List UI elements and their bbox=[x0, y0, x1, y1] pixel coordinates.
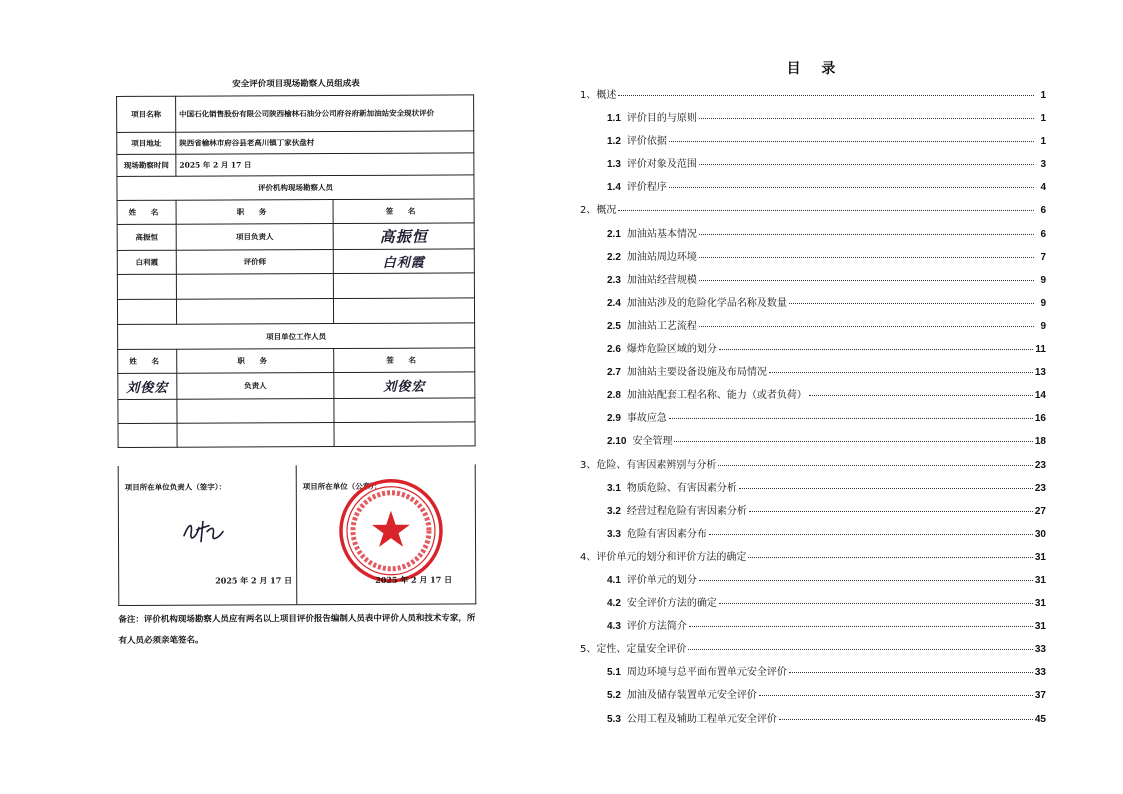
toc-entry-number: 1.4 bbox=[607, 182, 621, 194]
toc-entry[interactable] bbox=[580, 456, 1046, 479]
project-address-value: 陕西省榆林市府谷县老高川镇丁家伙盘村 bbox=[176, 131, 474, 154]
leader-signature-scrawl bbox=[181, 516, 227, 546]
table-row bbox=[118, 372, 475, 400]
toc-dot-leader bbox=[699, 325, 1034, 327]
toc-entry-title: 评价单元的划分 bbox=[626, 574, 697, 586]
toc-dot-leader bbox=[759, 694, 1033, 696]
toc-entry-number: 2.2 bbox=[607, 251, 621, 263]
toc-dot-leader bbox=[748, 556, 1033, 558]
form-remark: 备注：评价机构现场勘察人员应有两名以上项目评价报告编制人员表中评价人员和技术专家，所有人员必须亲笔签名。 bbox=[118, 613, 476, 646]
toc-dot-leader bbox=[699, 579, 1033, 581]
col-name-header: 姓 名 bbox=[118, 349, 177, 373]
toc-entry-title: 评价方法简介 bbox=[626, 621, 687, 633]
toc-entry[interactable] bbox=[580, 201, 1046, 224]
toc-entry-page: 31 bbox=[1034, 621, 1046, 633]
toc-dot-leader bbox=[618, 94, 1034, 96]
toc-entry-page: 27 bbox=[1034, 505, 1046, 517]
toc-entry-number: 2.1 bbox=[607, 228, 621, 240]
toc-entry-number: 2.6 bbox=[607, 344, 621, 356]
toc-entry[interactable] bbox=[580, 178, 1046, 201]
staff-signature bbox=[333, 249, 474, 274]
toc-dot-leader bbox=[669, 186, 1034, 188]
toc-entry-page: 31 bbox=[1034, 598, 1046, 610]
table-row bbox=[117, 223, 474, 251]
project-name-value: 中国石化销售股份有限公司陕西榆林石油分公司府谷府新加油站安全现状评价 bbox=[176, 95, 474, 132]
toc-entry[interactable] bbox=[580, 225, 1046, 248]
staff-signature bbox=[333, 223, 474, 250]
toc-entry-number: 1、 bbox=[580, 90, 597, 101]
toc-entry-title: 加油站周边环境 bbox=[626, 251, 697, 263]
staff-duty: 评价师 bbox=[176, 250, 333, 275]
toc-entry[interactable] bbox=[580, 340, 1046, 363]
toc-dot-leader bbox=[699, 233, 1034, 235]
unit-leader-date: 2025 年 2 月 17 日 bbox=[215, 575, 293, 586]
survey-time-label: 现场勘察时间 bbox=[117, 154, 176, 176]
toc-entry-page: 31 bbox=[1034, 551, 1046, 563]
signature-block bbox=[118, 464, 477, 606]
handwritten-name: 刘俊宏 bbox=[126, 380, 169, 396]
toc-entry-page: 4 bbox=[1040, 182, 1046, 194]
toc-entry-page: 13 bbox=[1034, 367, 1046, 379]
unit-seal-date: 2025 年 2 月 17 日 bbox=[375, 574, 453, 585]
toc-entry-number: 2.8 bbox=[607, 390, 621, 402]
toc-entry[interactable] bbox=[580, 409, 1046, 432]
unit-seal-label: 项目所在单位（公章）： bbox=[302, 481, 382, 492]
toc-entry-number: 5.2 bbox=[607, 690, 621, 702]
toc-entry-page: 11 bbox=[1035, 344, 1046, 356]
toc-dot-leader bbox=[699, 117, 1034, 119]
handwritten-signature: 白利霞 bbox=[382, 255, 425, 271]
toc-dot-leader bbox=[688, 648, 1033, 650]
survey-personnel-table bbox=[116, 94, 476, 448]
toc-entry-title: 危险、有害因素辨别与分析 bbox=[596, 459, 717, 471]
toc-entry[interactable] bbox=[580, 109, 1046, 132]
survey-form-page bbox=[112, 76, 483, 678]
unit-leader-label: 项目所在单位负责人（签字）： bbox=[124, 482, 227, 492]
toc-entry[interactable] bbox=[580, 571, 1046, 594]
staff-signature bbox=[334, 372, 475, 399]
toc-entry-number: 2、 bbox=[580, 205, 597, 217]
handwritten-signature: 高振恒 bbox=[379, 227, 428, 246]
toc-entry-title: 评价目的与原则 bbox=[626, 113, 697, 125]
toc-entry[interactable] bbox=[580, 432, 1046, 455]
toc-dot-leader bbox=[809, 394, 1033, 396]
toc-entry[interactable] bbox=[580, 363, 1046, 386]
toc-entry[interactable] bbox=[580, 710, 1046, 733]
toc-entry-page: 1 bbox=[1040, 113, 1046, 125]
toc-entry-page: 37 bbox=[1034, 690, 1046, 702]
toc-entry-title: 加油站工艺流程 bbox=[626, 320, 697, 332]
toc-entry[interactable] bbox=[580, 86, 1046, 109]
toc-entry-title: 加油站经营规模 bbox=[626, 274, 697, 286]
table-row bbox=[117, 249, 474, 275]
toc-dot-leader bbox=[689, 625, 1033, 627]
col-name-header: 姓 名 bbox=[117, 200, 176, 224]
toc-entry-number: 3、 bbox=[580, 459, 597, 471]
toc-dot-leader bbox=[719, 348, 1034, 350]
toc-entry-page: 18 bbox=[1034, 436, 1046, 448]
toc-entry-title: 安全评价方法的确定 bbox=[626, 598, 717, 610]
toc-dot-leader bbox=[718, 464, 1033, 466]
toc-entry-page: 33 bbox=[1034, 667, 1046, 679]
toc-dot-leader bbox=[789, 671, 1033, 673]
toc-dot-leader bbox=[739, 487, 1033, 489]
toc-entry-page: 9 bbox=[1040, 297, 1046, 309]
toc-entry-title: 事故应急 bbox=[626, 413, 667, 425]
toc-entry-title: 评价单元的划分和评价方法的确定 bbox=[596, 551, 747, 563]
toc-entry-number: 1.2 bbox=[607, 136, 621, 148]
toc-dot-leader bbox=[719, 602, 1033, 604]
toc-dot-leader bbox=[779, 718, 1033, 720]
toc-entry[interactable] bbox=[580, 548, 1046, 571]
staff-duty: 负责人 bbox=[177, 373, 334, 400]
toc-entry[interactable] bbox=[580, 594, 1046, 617]
toc-entry-title: 安全管理 bbox=[632, 436, 673, 448]
toc-entry[interactable] bbox=[580, 663, 1046, 686]
toc-entry-page: 9 bbox=[1040, 274, 1046, 286]
toc-entry-title: 评价对象及范围 bbox=[626, 159, 697, 171]
toc-entry-page: 1 bbox=[1040, 136, 1046, 148]
table-row-empty bbox=[117, 298, 474, 325]
toc-entry-number: 5.1 bbox=[607, 667, 621, 679]
toc-entry-number: 2.7 bbox=[607, 367, 621, 379]
toc-entry-title: 加油及储存装置单元安全评价 bbox=[626, 690, 757, 702]
toc-dot-leader bbox=[674, 440, 1032, 442]
toc-entry-title: 加油站涉及的危险化学品名称及数量 bbox=[626, 297, 787, 309]
toc-entry[interactable] bbox=[580, 271, 1046, 294]
toc-entry-title: 加油站基本情况 bbox=[626, 228, 697, 240]
col-duty-header: 职 务 bbox=[177, 349, 334, 374]
toc-entry-page: 45 bbox=[1034, 713, 1046, 725]
col-sign-header: 签 名 bbox=[333, 199, 474, 224]
toc-entry[interactable] bbox=[580, 686, 1046, 709]
toc-dot-leader bbox=[699, 279, 1034, 281]
unit-section-title: 项目单位工作人员 bbox=[118, 323, 475, 350]
toc-entry-page: 6 bbox=[1040, 228, 1046, 240]
toc-entry[interactable] bbox=[580, 617, 1046, 640]
staff-name: 高振恒 bbox=[117, 224, 176, 250]
staff-name bbox=[118, 373, 177, 399]
toc-entry-page: 23 bbox=[1034, 459, 1046, 471]
toc-entry[interactable] bbox=[580, 479, 1046, 502]
toc-entry-page: 16 bbox=[1034, 413, 1046, 425]
toc-entry-title: 经营过程危险有害因素分析 bbox=[626, 505, 747, 517]
toc-entry-title: 周边环境与总平面布置单元安全评价 bbox=[626, 667, 787, 679]
toc-entry-title: 定性、定量安全评价 bbox=[596, 644, 687, 656]
toc-entry-number: 3.1 bbox=[607, 482, 621, 494]
staff-name: 白利霞 bbox=[117, 250, 176, 274]
toc-dot-leader bbox=[669, 417, 1033, 419]
toc-entry-number: 4.3 bbox=[607, 621, 621, 633]
toc-entry-number: 4.1 bbox=[607, 574, 621, 586]
toc-entry-number: 2.4 bbox=[607, 297, 621, 309]
toc-entry-page: 9 bbox=[1040, 320, 1046, 332]
project-name-label: 项目名称 bbox=[117, 96, 176, 132]
toc-entry[interactable] bbox=[580, 502, 1046, 525]
toc-entry-page: 6 bbox=[1040, 205, 1046, 217]
toc-entry-number: 4.2 bbox=[607, 598, 621, 610]
agency-section-title: 评价机构现场勘察人员 bbox=[117, 175, 474, 201]
toc-entry-page: 14 bbox=[1034, 390, 1046, 402]
toc-entry[interactable] bbox=[580, 640, 1046, 663]
toc-entry-number: 3.2 bbox=[607, 505, 621, 517]
toc-entry-title: 概述 bbox=[596, 90, 617, 101]
toc-entry[interactable] bbox=[580, 294, 1046, 317]
toc-entry-number: 2.3 bbox=[607, 274, 621, 286]
toc-dot-leader bbox=[699, 163, 1034, 165]
toc-entry-number: 5.3 bbox=[607, 713, 621, 725]
toc-entry-number: 4、 bbox=[580, 551, 597, 563]
toc-entry-title: 危险有害因素分布 bbox=[626, 528, 707, 540]
toc-entry[interactable] bbox=[580, 132, 1046, 155]
toc-entry-number: 3.3 bbox=[607, 528, 621, 540]
toc-dot-leader bbox=[789, 302, 1034, 304]
toc-dot-leader bbox=[669, 140, 1034, 142]
staff-duty: 项目负责人 bbox=[176, 224, 333, 251]
toc-entry-title: 物质危险、有害因素分析 bbox=[626, 482, 737, 494]
toc-entry[interactable] bbox=[580, 386, 1046, 409]
toc-entry-title: 加油站配套工程名称、能力（或者负荷） bbox=[626, 390, 807, 402]
toc-entry[interactable] bbox=[580, 525, 1046, 548]
toc-entry-title: 概况 bbox=[596, 205, 617, 217]
toc-entry-number: 2.10 bbox=[607, 436, 627, 448]
toc-list bbox=[580, 86, 1046, 733]
toc-entry-number: 5、 bbox=[580, 644, 597, 656]
toc-entry-title: 加油站主要设备设施及布局情况 bbox=[626, 367, 767, 379]
toc-title: 目 录 bbox=[786, 61, 844, 77]
toc-entry-title: 爆炸危险区域的划分 bbox=[626, 344, 717, 356]
toc-entry[interactable] bbox=[580, 248, 1046, 271]
col-sign-header: 签 名 bbox=[334, 348, 475, 373]
survey-time-value: 2025 年 2 月 17 日 bbox=[176, 153, 474, 176]
toc-entry-title: 评价依据 bbox=[626, 136, 667, 148]
handwritten-signature: 刘俊宏 bbox=[383, 379, 426, 395]
toc-dot-leader bbox=[769, 371, 1033, 373]
toc-entry-page: 31 bbox=[1034, 574, 1046, 586]
toc-entry-page: 30 bbox=[1034, 528, 1046, 540]
toc-entry-page: 3 bbox=[1040, 159, 1046, 171]
toc-entry[interactable] bbox=[580, 317, 1046, 340]
toc-entry-number: 2.5 bbox=[607, 320, 621, 332]
official-seal bbox=[337, 477, 445, 585]
toc-entry-number: 1.3 bbox=[607, 159, 621, 171]
toc-entry-page: 1 bbox=[1040, 90, 1046, 101]
signature-divider bbox=[296, 465, 298, 604]
table-row-empty bbox=[118, 422, 475, 448]
toc-entry[interactable] bbox=[580, 155, 1046, 178]
toc-dot-leader bbox=[709, 533, 1033, 535]
toc-entry-title: 公用工程及辅助工程单元安全评价 bbox=[626, 713, 777, 725]
toc-dot-leader bbox=[618, 209, 1034, 211]
toc-dot-leader bbox=[749, 510, 1033, 512]
project-address-label: 项目地址 bbox=[117, 132, 176, 154]
form-title: 安全评价项目现场勘察人员组成表 bbox=[232, 78, 360, 90]
toc-entry-page: 7 bbox=[1040, 251, 1046, 263]
toc-entry-number: 2.9 bbox=[607, 413, 621, 425]
col-duty-header: 职 务 bbox=[176, 200, 333, 225]
toc-entry-title: 评价程序 bbox=[626, 182, 667, 194]
toc-entry-number: 1.1 bbox=[607, 113, 621, 125]
table-row-empty bbox=[117, 273, 474, 300]
toc-dot-leader bbox=[699, 256, 1034, 258]
toc-entry-page: 33 bbox=[1034, 644, 1046, 656]
toc-entry-page: 23 bbox=[1034, 482, 1046, 494]
table-row-empty bbox=[118, 398, 475, 424]
